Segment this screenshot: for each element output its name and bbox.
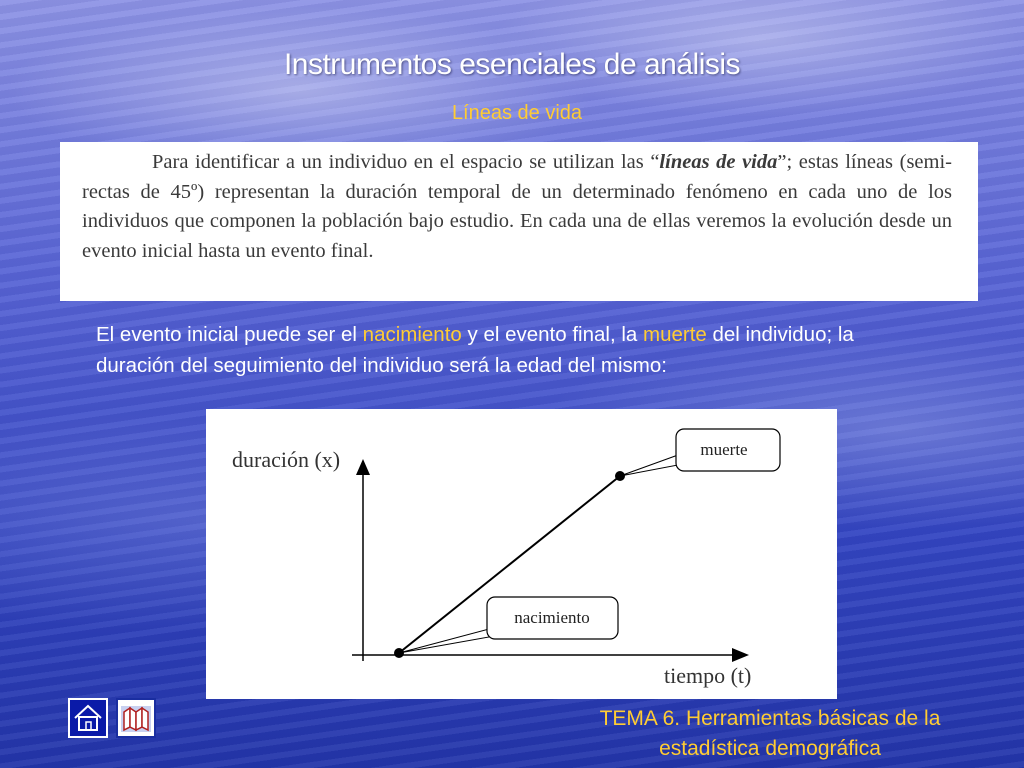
home-icon: [70, 700, 106, 736]
callout-end-pointer: [620, 455, 678, 476]
library-button[interactable]: [116, 698, 156, 738]
x-axis-label: tiempo (t): [664, 663, 752, 688]
footer-line-2: estadística demográfica: [659, 737, 881, 760]
lifeline-svg: [206, 409, 837, 699]
definition-term: líneas de vida: [659, 151, 778, 173]
definition-text-2: ”; estas líneas (semi-rectas de 45º) representan la duración temporal de un determinado fenómeno en cada uno de los individuos que componen la población bajo estudio. En cada una de ellas veremos la evolución desde un evento inicial hasta un evento final.: [82, 151, 952, 262]
home-button[interactable]: [68, 698, 108, 738]
callout-start-label: nacimiento: [514, 608, 590, 627]
body-text-2: y el evento final, la: [461, 323, 643, 346]
body-paragraph: [96, 319, 916, 381]
x-axis-arrow: [732, 648, 749, 662]
definition-box: [60, 142, 978, 301]
slide-subtitle: Líneas de vida: [451, 102, 583, 124]
book-icon: [118, 700, 154, 736]
footer-topic: [560, 704, 980, 764]
callout-end-label: muerte: [700, 440, 748, 459]
definition-text-1: Para identificar a un individuo en el espacio se utilizan las “: [152, 151, 660, 173]
y-axis-arrow: [356, 459, 370, 475]
slide-title: Instrumentos esenciales de análisis: [283, 48, 741, 81]
y-axis-label: duración (x): [232, 447, 341, 472]
body-text-3: del individuo; la duración del seguimiento del individuo será la edad del mismo:: [96, 323, 854, 377]
highlight-muerte: muerte: [643, 323, 707, 346]
highlight-nacimiento: nacimiento: [362, 323, 462, 346]
footer-line-1: TEMA 6. Herramientas básicas de la: [599, 707, 941, 730]
body-text-1: El evento inicial puede ser el: [96, 323, 363, 346]
lifeline-diagram: [206, 409, 837, 699]
